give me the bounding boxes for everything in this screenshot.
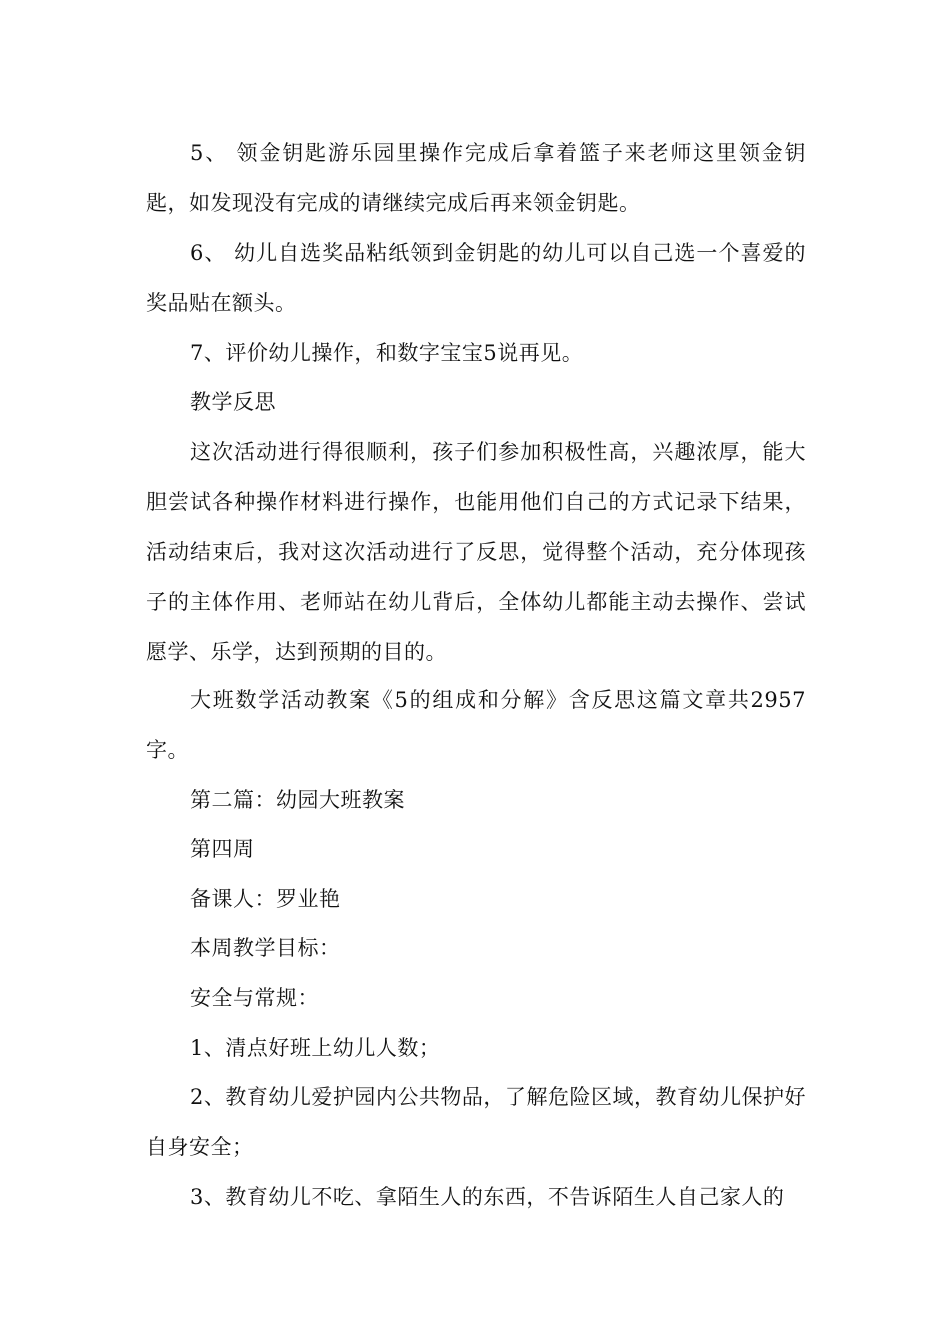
paragraph-safety-heading: 安全与常规： <box>190 986 319 1010</box>
list-item-3: 3、教育幼儿不吃、拿陌生人的东西，不告诉陌生人自己家人的 <box>190 1185 785 1209</box>
paragraph-step-6: 6、 幼儿自选奖品粘纸领到金钥匙的幼儿可以自己选一个喜爱的奖品贴在额头。 <box>146 241 806 315</box>
paragraph-weekly-goals: 本周教学目标： <box>190 936 341 960</box>
list-item-1: 1、清点好班上幼儿人数； <box>190 1036 441 1060</box>
paragraph-word-count: 大班数学活动教案《5的组成和分解》含反思这篇文章共2957字。 <box>146 688 806 762</box>
paragraph-step-5: 5、 领金钥匙游乐园里操作完成后拿着篮子来老师这里领金钥匙，如发现没有完成的请继续完成后再来领金钥匙。 <box>146 141 806 215</box>
paragraph-step-7: 7、评价幼儿操作，和数字宝宝5说再见。 <box>190 341 584 365</box>
paragraph-preparer: 备课人：罗业艳 <box>190 887 341 911</box>
section-heading-reflection: 教学反思 <box>190 390 276 414</box>
paragraph-reflection: 这次活动进行得很顺利，孩子们参加积极性高，兴趣浓厚，能大胆尝试各种操作材料进行操作，也能用他们自己的方式记录下结果，活动结束后，我对这次活动进行了反思，觉得整个活动，充分体现孩子的主体作用、老师站在幼儿背后，全体幼儿都能主动去操作、尝试愿学、乐学，达到预期的目的。 <box>146 440 806 664</box>
paragraph-week: 第四周 <box>190 837 255 861</box>
section-heading-part-two: 第二篇：幼园大班教案 <box>190 788 405 812</box>
list-item-2: 2、教育幼儿爱护园内公共物品，了解危险区域，教育幼儿保护好自身安全； <box>146 1085 806 1159</box>
